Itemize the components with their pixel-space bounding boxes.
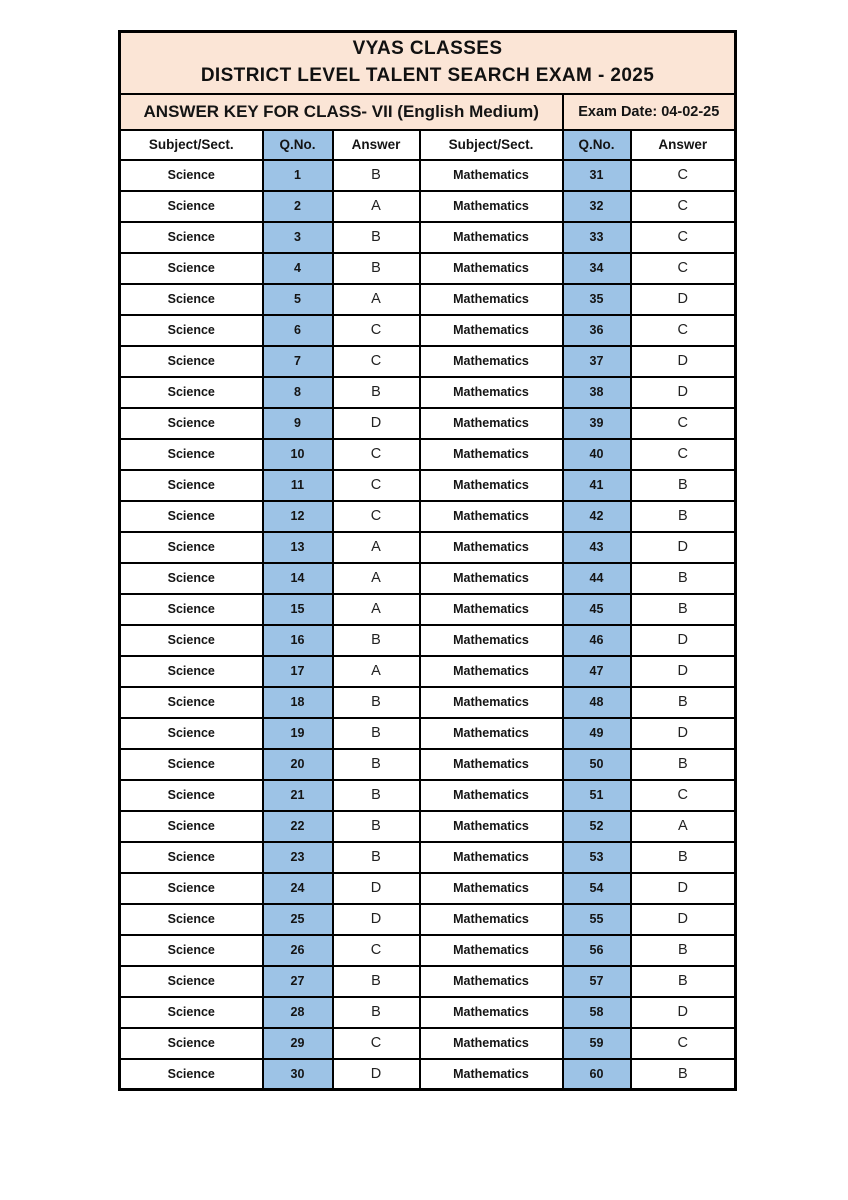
subject-cell: Science	[120, 780, 263, 811]
subject-cell: Science	[120, 346, 263, 377]
qno-cell: 15	[263, 594, 333, 625]
subject-cell: Mathematics	[420, 997, 563, 1028]
table-row	[120, 656, 736, 687]
table-row	[120, 625, 736, 656]
qno-cell: 45	[563, 594, 631, 625]
column-header: Answer	[333, 130, 420, 160]
subject-cell: Science	[120, 315, 263, 346]
table-row	[120, 594, 736, 625]
qno-cell: 46	[563, 625, 631, 656]
table-row	[120, 191, 736, 222]
answer-cell: B	[631, 501, 736, 532]
subject-cell: Science	[120, 532, 263, 563]
answer-key-heading: ANSWER KEY FOR CLASS- VII (English Medium)	[120, 94, 563, 130]
table-row	[120, 687, 736, 718]
subject-cell: Mathematics	[420, 1028, 563, 1059]
table-row	[120, 935, 736, 966]
table-row	[120, 904, 736, 935]
subject-cell: Science	[120, 997, 263, 1028]
table-row	[120, 408, 736, 439]
answer-cell: B	[333, 687, 420, 718]
answer-cell: D	[333, 1059, 420, 1090]
answer-cell: B	[333, 160, 420, 191]
answer-cell: C	[631, 160, 736, 191]
qno-cell: 49	[563, 718, 631, 749]
answer-cell: B	[631, 1059, 736, 1090]
qno-cell: 2	[263, 191, 333, 222]
subject-cell: Science	[120, 1059, 263, 1090]
table-row	[120, 377, 736, 408]
answer-cell: C	[631, 439, 736, 470]
subject-cell: Science	[120, 594, 263, 625]
qno-cell: 18	[263, 687, 333, 718]
subject-cell: Science	[120, 842, 263, 873]
qno-cell: 52	[563, 811, 631, 842]
qno-cell: 58	[563, 997, 631, 1028]
answer-cell: C	[333, 501, 420, 532]
answer-cell: B	[333, 625, 420, 656]
table-row	[120, 997, 736, 1028]
qno-cell: 34	[563, 253, 631, 284]
qno-cell: 60	[563, 1059, 631, 1090]
answer-cell: D	[333, 408, 420, 439]
table-row	[120, 253, 736, 284]
subject-cell: Mathematics	[420, 935, 563, 966]
qno-cell: 28	[263, 997, 333, 1028]
answer-cell: C	[631, 253, 736, 284]
answer-cell: A	[333, 191, 420, 222]
qno-cell: 1	[263, 160, 333, 191]
subject-cell: Science	[120, 749, 263, 780]
subject-cell: Mathematics	[420, 470, 563, 501]
subject-cell: Mathematics	[420, 904, 563, 935]
table-row	[120, 873, 736, 904]
answer-key-table	[118, 30, 737, 1091]
subject-cell: Mathematics	[420, 563, 563, 594]
subject-cell: Mathematics	[420, 656, 563, 687]
column-header: Q.No.	[563, 130, 631, 160]
answer-cell: B	[333, 253, 420, 284]
qno-cell: 43	[563, 532, 631, 563]
subject-cell: Mathematics	[420, 532, 563, 563]
answer-cell: C	[631, 315, 736, 346]
qno-cell: 51	[563, 780, 631, 811]
answer-cell: C	[333, 470, 420, 501]
subject-cell: Mathematics	[420, 625, 563, 656]
subject-cell: Mathematics	[420, 501, 563, 532]
answer-cell: A	[333, 563, 420, 594]
table-row	[120, 222, 736, 253]
answer-cell: D	[631, 718, 736, 749]
qno-cell: 9	[263, 408, 333, 439]
table-row	[120, 811, 736, 842]
subject-cell: Science	[120, 625, 263, 656]
document-title	[120, 32, 736, 94]
subject-cell: Science	[120, 1028, 263, 1059]
qno-cell: 41	[563, 470, 631, 501]
answer-cell: B	[631, 470, 736, 501]
qno-cell: 16	[263, 625, 333, 656]
answer-cell: B	[333, 966, 420, 997]
subject-cell: Mathematics	[420, 842, 563, 873]
subject-cell: Science	[120, 439, 263, 470]
qno-cell: 4	[263, 253, 333, 284]
subject-cell: Mathematics	[420, 1059, 563, 1090]
subject-cell: Mathematics	[420, 377, 563, 408]
table-row	[120, 966, 736, 997]
answer-cell: B	[333, 842, 420, 873]
subject-cell: Science	[120, 687, 263, 718]
answer-cell: A	[333, 532, 420, 563]
answer-cell: B	[631, 563, 736, 594]
answer-cell: D	[631, 904, 736, 935]
column-header: Subject/Sect.	[420, 130, 563, 160]
qno-cell: 50	[563, 749, 631, 780]
subject-cell: Mathematics	[420, 346, 563, 377]
column-header: Q.No.	[263, 130, 333, 160]
qno-cell: 27	[263, 966, 333, 997]
answer-cell: D	[333, 904, 420, 935]
qno-cell: 30	[263, 1059, 333, 1090]
subject-cell: Mathematics	[420, 222, 563, 253]
qno-cell: 26	[263, 935, 333, 966]
answer-cell: D	[631, 873, 736, 904]
answer-cell: D	[631, 377, 736, 408]
qno-cell: 47	[563, 656, 631, 687]
qno-cell: 3	[263, 222, 333, 253]
answer-cell: B	[333, 377, 420, 408]
qno-cell: 54	[563, 873, 631, 904]
table-row	[120, 315, 736, 346]
subject-cell: Science	[120, 935, 263, 966]
qno-cell: 17	[263, 656, 333, 687]
answer-cell: A	[631, 811, 736, 842]
subject-cell: Mathematics	[420, 687, 563, 718]
qno-cell: 38	[563, 377, 631, 408]
subject-cell: Science	[120, 563, 263, 594]
subject-cell: Mathematics	[420, 284, 563, 315]
qno-cell: 11	[263, 470, 333, 501]
answer-cell: A	[333, 284, 420, 315]
table-row	[120, 284, 736, 315]
answer-cell: A	[333, 594, 420, 625]
table-row	[120, 501, 736, 532]
answer-cell: C	[333, 1028, 420, 1059]
subject-cell: Science	[120, 718, 263, 749]
table-row	[120, 532, 736, 563]
qno-cell: 44	[563, 563, 631, 594]
subject-cell: Science	[120, 160, 263, 191]
subject-cell: Mathematics	[420, 408, 563, 439]
subject-cell: Science	[120, 966, 263, 997]
answer-cell: C	[333, 346, 420, 377]
subject-cell: Science	[120, 501, 263, 532]
column-header-row	[120, 130, 736, 160]
table-row	[120, 1059, 736, 1090]
answer-cell: C	[631, 780, 736, 811]
table-row	[120, 749, 736, 780]
answer-cell: A	[333, 656, 420, 687]
qno-cell: 22	[263, 811, 333, 842]
qno-cell: 53	[563, 842, 631, 873]
qno-cell: 14	[263, 563, 333, 594]
title-row	[120, 32, 736, 94]
qno-cell: 25	[263, 904, 333, 935]
table-row	[120, 470, 736, 501]
subject-cell: Science	[120, 253, 263, 284]
answer-cell: C	[631, 408, 736, 439]
answer-cell: B	[333, 749, 420, 780]
qno-cell: 59	[563, 1028, 631, 1059]
subject-cell: Science	[120, 873, 263, 904]
subject-cell: Science	[120, 222, 263, 253]
answer-cell: B	[333, 222, 420, 253]
answer-cell: D	[333, 873, 420, 904]
qno-cell: 31	[563, 160, 631, 191]
answer-cell: C	[333, 935, 420, 966]
qno-cell: 33	[563, 222, 631, 253]
qno-cell: 7	[263, 346, 333, 377]
subject-cell: Science	[120, 191, 263, 222]
table-row	[120, 718, 736, 749]
answer-cell: D	[631, 997, 736, 1028]
subject-cell: Science	[120, 408, 263, 439]
qno-cell: 57	[563, 966, 631, 997]
subject-cell: Mathematics	[420, 253, 563, 284]
qno-cell: 55	[563, 904, 631, 935]
qno-cell: 21	[263, 780, 333, 811]
qno-cell: 42	[563, 501, 631, 532]
subject-cell: Science	[120, 656, 263, 687]
answer-cell: D	[631, 532, 736, 563]
qno-cell: 23	[263, 842, 333, 873]
answer-cell: B	[333, 997, 420, 1028]
subject-cell: Mathematics	[420, 439, 563, 470]
answer-cell: B	[631, 687, 736, 718]
qno-cell: 12	[263, 501, 333, 532]
table-row	[120, 439, 736, 470]
answer-cell: C	[333, 315, 420, 346]
answer-cell: B	[631, 594, 736, 625]
qno-cell: 19	[263, 718, 333, 749]
subject-cell: Science	[120, 904, 263, 935]
subject-cell: Mathematics	[420, 780, 563, 811]
subject-cell: Mathematics	[420, 718, 563, 749]
subject-cell: Science	[120, 377, 263, 408]
answer-table-body	[120, 160, 736, 1090]
table-row	[120, 780, 736, 811]
subject-cell: Science	[120, 811, 263, 842]
answer-cell: D	[631, 284, 736, 315]
answer-cell: C	[631, 222, 736, 253]
answer-cell: D	[631, 625, 736, 656]
qno-cell: 40	[563, 439, 631, 470]
subject-cell: Mathematics	[420, 811, 563, 842]
qno-cell: 8	[263, 377, 333, 408]
qno-cell: 36	[563, 315, 631, 346]
qno-cell: 6	[263, 315, 333, 346]
table-row	[120, 346, 736, 377]
qno-cell: 35	[563, 284, 631, 315]
subject-cell: Mathematics	[420, 191, 563, 222]
subject-cell: Mathematics	[420, 966, 563, 997]
answer-cell: D	[631, 656, 736, 687]
subject-cell: Mathematics	[420, 873, 563, 904]
answer-cell: B	[333, 780, 420, 811]
answer-cell: C	[631, 191, 736, 222]
table-row	[120, 842, 736, 873]
answer-cell: B	[631, 842, 736, 873]
qno-cell: 32	[563, 191, 631, 222]
column-header: Subject/Sect.	[120, 130, 263, 160]
qno-cell: 24	[263, 873, 333, 904]
title-line-2: DISTRICT LEVEL TALENT SEARCH EXAM - 2025	[200, 64, 655, 86]
qno-cell: 48	[563, 687, 631, 718]
answer-cell: B	[631, 749, 736, 780]
answer-cell: C	[631, 1028, 736, 1059]
subtitle-row	[120, 94, 736, 130]
answer-cell: B	[333, 811, 420, 842]
subject-cell: Mathematics	[420, 160, 563, 191]
table-row	[120, 563, 736, 594]
answer-cell: C	[333, 439, 420, 470]
subject-cell: Mathematics	[420, 594, 563, 625]
qno-cell: 10	[263, 439, 333, 470]
subject-cell: Mathematics	[420, 315, 563, 346]
table-row	[120, 1028, 736, 1059]
qno-cell: 39	[563, 408, 631, 439]
column-header: Answer	[631, 130, 736, 160]
qno-cell: 20	[263, 749, 333, 780]
subject-cell: Science	[120, 284, 263, 315]
answer-cell: B	[631, 966, 736, 997]
answer-cell: B	[631, 935, 736, 966]
qno-cell: 29	[263, 1028, 333, 1059]
qno-cell: 13	[263, 532, 333, 563]
qno-cell: 37	[563, 346, 631, 377]
subject-cell: Science	[120, 470, 263, 501]
answer-cell: B	[333, 718, 420, 749]
subject-cell: Mathematics	[420, 749, 563, 780]
exam-date: Exam Date: 04-02-25	[563, 94, 736, 130]
title-line-1: VYAS CLASSES	[352, 38, 503, 60]
qno-cell: 5	[263, 284, 333, 315]
table-row	[120, 160, 736, 191]
qno-cell: 56	[563, 935, 631, 966]
answer-cell: D	[631, 346, 736, 377]
